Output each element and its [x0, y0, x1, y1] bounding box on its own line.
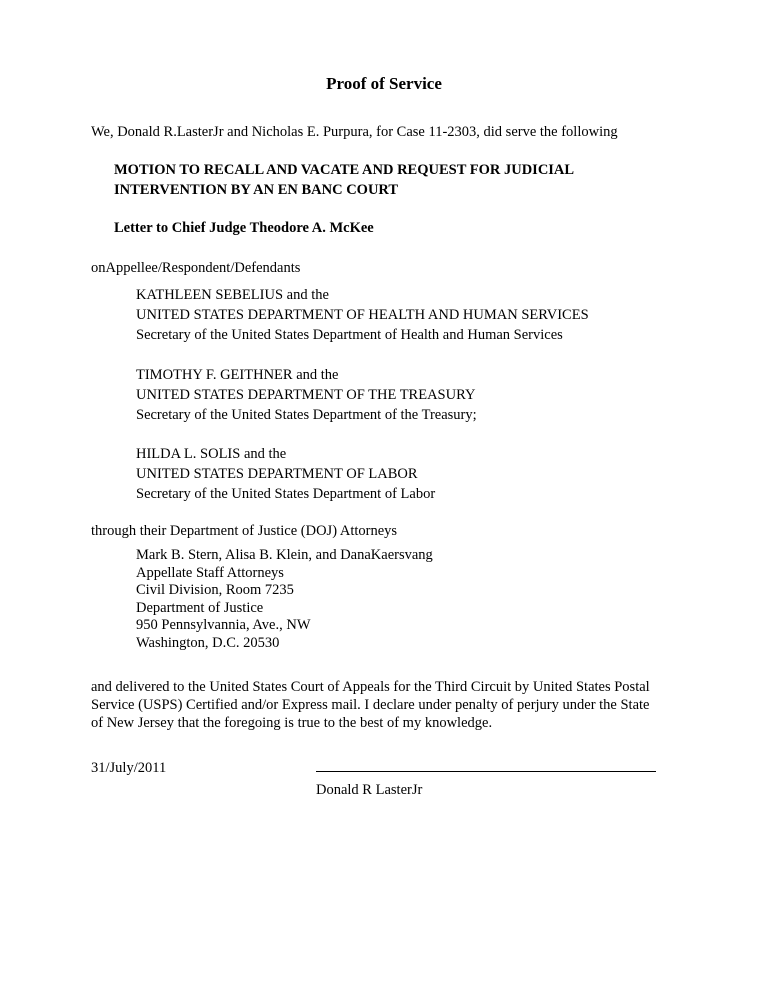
- party-block-geithner: [136, 365, 477, 425]
- party-title: Secretary of the United States Department of the Treasury;: [136, 407, 477, 423]
- through-attorneys-line: through their Department of Justice (DOJ) Attorneys: [91, 523, 398, 539]
- motion-title: [114, 160, 714, 200]
- party-title: Secretary of the United States Department of Health and Human Services: [136, 327, 563, 343]
- intro-paragraph: We, Donald R.LasterJr and Nicholas E. Purpura, for Case 11-2303, did serve the following: [91, 124, 618, 140]
- party-name: KATHLEEN SEBELIUS and the: [136, 287, 329, 303]
- party-department: UNITED STATES DEPARTMENT OF LABOR: [136, 466, 418, 482]
- party-name: TIMOTHY F. GEITHNER and the: [136, 367, 339, 383]
- party-block-solis: [136, 444, 435, 504]
- attorney-address-line: Civil Division, Room 7235: [136, 582, 294, 598]
- declaration-line: Service (USPS) Certified and/or Express mail. I declare under penalty of perjury under the State: [91, 697, 650, 713]
- declaration-line: of New Jersey that the foregoing is true to the best of my knowledge.: [91, 715, 493, 731]
- party-department: UNITED STATES DEPARTMENT OF THE TREASURY: [136, 387, 476, 403]
- motion-title-line: MOTION TO RECALL AND VACATE AND REQUEST FOR JUDICIAL: [114, 162, 575, 178]
- attorney-address-line: Appellate Staff Attorneys: [136, 564, 284, 581]
- attorney-address-line: Department of Justice: [136, 599, 264, 616]
- party-block-sebelius: [136, 285, 589, 345]
- signature-date: 31/July/2011: [91, 760, 167, 776]
- declaration-line: and delivered to the United States Court of Appeals for the Third Circuit by United States Postal: [91, 679, 650, 695]
- signature-line: [316, 771, 656, 772]
- attorney-address-line: 950 Pennsylvannia, Ave., NW: [136, 617, 311, 633]
- attorney-address-block: [136, 547, 433, 652]
- party-title: Secretary of the United States Department of Labor: [136, 486, 436, 502]
- signer-name: Donald R LasterJr: [316, 782, 423, 798]
- party-name: HILDA L. SOLIS and the: [136, 446, 287, 462]
- served-on-heading: onAppellee/Respondent/Defendants: [91, 260, 301, 276]
- declaration-paragraph: [91, 678, 691, 732]
- party-department: UNITED STATES DEPARTMENT OF HEALTH AND HUMAN SERVICES: [136, 307, 589, 323]
- attorney-address-line: Washington, D.C. 20530: [136, 634, 280, 651]
- motion-title-line: INTERVENTION BY AN EN BANC COURT: [114, 182, 399, 198]
- letter-title: Letter to Chief Judge Theodore A. McKee: [114, 220, 374, 236]
- attorney-address-line: Mark B. Stern, Alisa B. Klein, and DanaKaersvang: [136, 547, 433, 563]
- page-title: Proof of Service: [326, 74, 442, 93]
